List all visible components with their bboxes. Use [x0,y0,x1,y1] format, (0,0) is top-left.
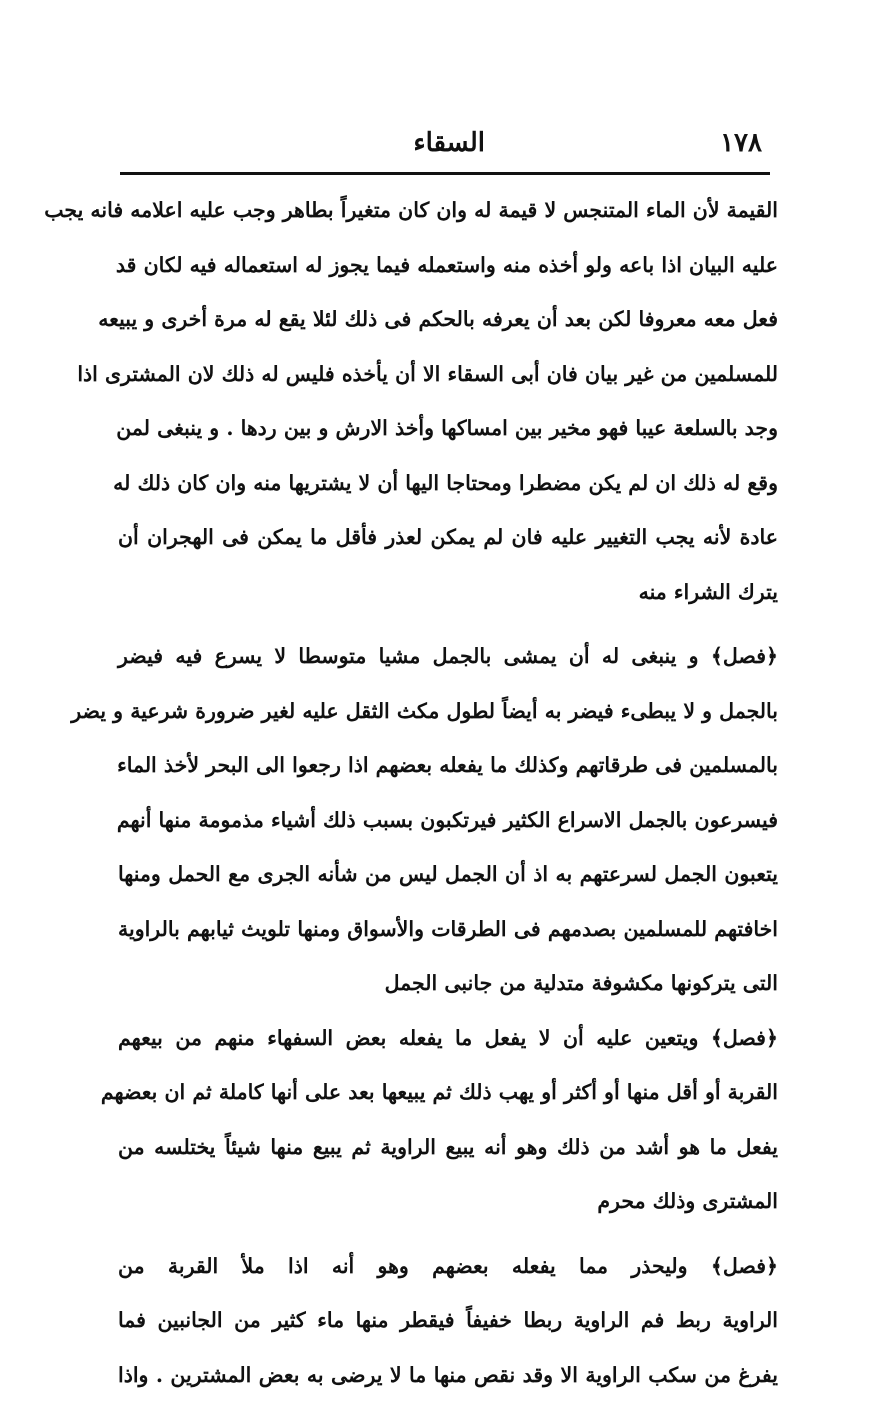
paragraph-1 [118,183,778,619]
paragraph-3 [118,1011,778,1229]
text-line: وقع له ذلك ان لم يكن مضطرا ومحتاجا اليها أن لا يشتريها منه وان كان ذلك له [118,456,778,511]
text-line: بالمسلمين فى طرقاتهم وكذلك ما يفعله بعضهم اذا رجعوا الى البحر لأخذ الماء [118,738,778,793]
section-label: ﴿فصل﴾ [711,644,778,668]
section-first-line [118,1239,778,1294]
text-line: ويتعين عليه أن لا يفعل ما يفعله بعض السفهاء منهم من بيعهم [118,1026,698,1050]
paragraph-4 [118,1239,778,1402]
text-line: للمسلمين من غير بيان فان أبى السقاء الا أن يأخذه فليس له ذلك لان المشترى اذا [118,347,778,402]
section-first-line [118,629,778,684]
text-line: التى يتركونها مكشوفة متدلية من جانبى الجمل [118,956,778,1011]
text-line: عادة لأنه يجب التغيير عليه فان لم يمكن لعذر فأقل ما يمكن فى الهجران أن [118,510,778,565]
header-rule [120,172,770,175]
text-line: وليحذر مما يفعله بعضهم وهو أنه اذا ملأ القربة من [118,1254,688,1278]
text-line: و ينبغى له أن يمشى بالجمل مشيا متوسطا لا يسرع فيه فيضر [118,644,699,668]
text-line: بالجمل و لا يبطىء فيضر به أيضاً لطول مكث الثقل عليه لغير ضرورة شرعية و يضر [118,684,778,739]
text-line: يفرغ من سكب الراوية الا وقد نقص منها ما لا يرضى به بعض المشترين . واذا [118,1348,778,1402]
text-line: القربة أو أقل منها أو أكثر أو يهب ذلك ثم يبيعها بعد على أنها كاملة ثم ان بعضهم [118,1065,778,1120]
text-line: الراوية ربط فم الراوية ربطا خفيفاً فيقطر منها ماء كثير من الجانبين فما [118,1293,778,1348]
text-line: وجد بالسلعة عيبا فهو مخير بين امساكها وأخذ الارش و بين ردها . و ينبغى لمن [118,401,778,456]
page-header [120,128,770,168]
text-line: عليه البيان اذا باعه ولو أخذه منه واستعمله فيما يجوز له استعماله فيه لكان قد [118,238,778,293]
running-title: السقاء [413,128,485,158]
section-label: ﴿فصل﴾ [711,1254,778,1278]
text-line: القيمة لأن الماء المتنجس لا قيمة له وان كان متغيراً بطاهر وجب عليه اعلامه فانه يجب [118,183,778,238]
text-line: المشترى وذلك محرم [118,1174,778,1229]
paragraph-gap [118,1229,778,1239]
text-line: اخافتهم للمسلمين بصدمهم فى الطرقات والأسواق ومنها تلويث ثيابهم بالراوية [118,902,778,957]
text-line: يفعل ما هو أشد من ذلك وهو أنه يبيع الراوية ثم يبيع منها شيئاً يختلسه من [118,1120,778,1175]
text-line: يتعبون الجمل لسرعتهم به اذ أن الجمل ليس من شأنه الجرى مع الحمل ومنها [118,847,778,902]
page-body [118,183,778,1402]
text-line: يترك الشراء منه [118,565,778,620]
page-number: ١٧٨ [720,128,762,158]
section-label: ﴿فصل﴾ [711,1026,778,1050]
paragraph-gap [118,619,778,629]
text-line: فعل معه معروفا لكن بعد أن يعرفه بالحكم فى ذلك لئلا يقع له مرة أخرى و يبيعه [118,292,778,347]
paragraph-2 [118,629,778,1011]
text-line: فيسرعون بالجمل الاسراع الكثير فيرتكبون بسبب ذلك أشياء مذمومة منها أنهم [118,793,778,848]
section-first-line [118,1011,778,1066]
